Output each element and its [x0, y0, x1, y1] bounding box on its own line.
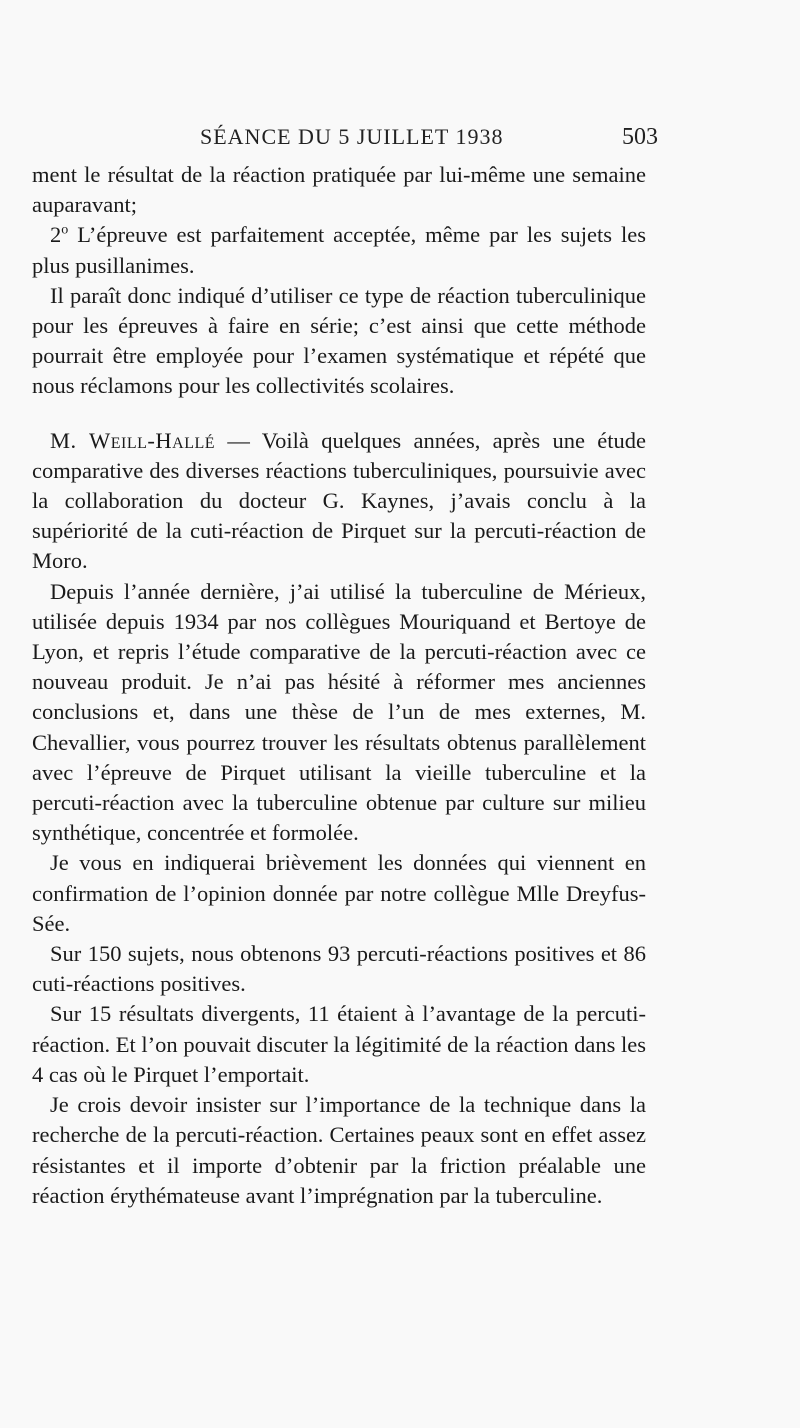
paragraph-text: — Voilà quelques années, après une étude comparative des diverses réactions tuberculiniques, poursuivie avec la collaboration du docteur G. Kaynes, j’avais conclu à la supériorité de la cuti-réaction de Pirquet sur la percuti-réaction de Moro. — [32, 427, 647, 574]
page-number: 503 — [622, 124, 658, 150]
paragraph — [32, 281, 646, 402]
paragraph-text: L’épreuve est parfaitement acceptée, même par les sujets les plus pusillanimes. — [32, 222, 646, 278]
ordinal-superscript: o — [61, 222, 69, 238]
paragraph — [32, 160, 646, 220]
paragraph-text: Sur 15 résultats divergents, 11 étaient à l’avantage de la percuti-réaction. Et l’on pouvait discuter la légitimité de la réaction dans les 4 cas où le Pirquet l’emportait. — [32, 1001, 646, 1087]
paragraph-text: Je crois devoir insister sur l’importance de la technique dans la recherche de la percuti-réaction. Certaines peaux sont en effet assez résistantes et il importe d’obtenir par la friction préalable une réaction érythémateuse avant l’imprégnation par la tuberculine. — [32, 1092, 646, 1208]
speaker-name: M. Weill-Hallé — [50, 427, 216, 453]
running-head: SÉANCE DU 5 JUILLET 1938 — [200, 124, 504, 149]
body-text — [32, 160, 646, 1211]
paragraph — [32, 426, 646, 577]
paragraph — [32, 848, 646, 939]
paragraph-text: Sur 150 sujets, nous obtenons 93 percuti-réactions positives et 86 cuti-réactions positives. — [32, 941, 646, 997]
paragraph — [32, 939, 646, 999]
paragraph-text: Depuis l’année dernière, j’ai utilisé la tuberculine de Mérieux, utilisée depuis 1934 par nos collègues Mouriquand et Bertoye de Lyon, et repris l’étude comparative de la percuti-réaction avec ce nouveau produit. Je n’ai pas hésité à réformer mes anciennes conclusions et, dans une thèse de l’un de mes externes, M. Chevallier, vous pourrez trouver les résultats obtenus parallèlement avec l’épreuve de Pirquet utilisant la vieille tuberculine et la percuti-réaction avec la tuberculine obtenue par culture sur milieu synthétique, concentrée et formolée. — [32, 578, 646, 846]
paragraph — [32, 577, 646, 849]
paragraph — [32, 1090, 646, 1211]
list-number: 2 — [50, 222, 62, 248]
paragraph — [32, 999, 646, 1090]
paragraph-text: Je vous en indiquerai brièvement les données qui viennent en confirmation de l’opinion donnée par notre collègue Mlle Dreyfus-Sée. — [32, 850, 646, 936]
paragraph — [32, 220, 646, 280]
paragraph-text: Il paraît donc indiqué d’utiliser ce type de réaction tuberculinique pour les épreuves à faire en série; c’est ainsi que cette méthode pourrait être employée pour l’examen systématique et répété que nous réclamons pour les collectivités scolaires. — [32, 282, 646, 399]
page-header — [30, 118, 658, 152]
paragraph-text: ment le résultat de la réaction pratiquée par lui-même une semaine auparavant; — [32, 162, 646, 218]
